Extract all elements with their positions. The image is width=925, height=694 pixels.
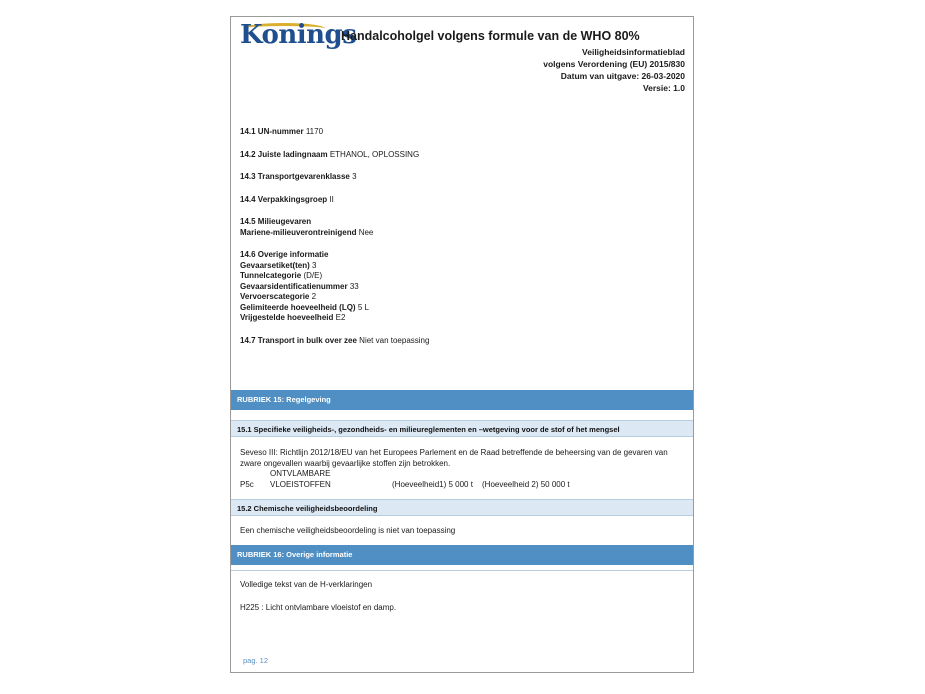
meta-issue-date: Datum van uitgave: 26-03-2020 [560, 71, 685, 81]
page-number: pag. 12 [243, 656, 269, 665]
packing-group: 14.4 Verpakkingsgroep II [240, 194, 334, 204]
company-logo: Konings [240, 20, 357, 50]
marine-pollutant: Mariene-milieuverontreinigend Nee [240, 227, 374, 237]
section-15-2-header: 15.2 Chemische veiligheidsbeoordeling [231, 499, 693, 516]
other-information: 14.6 Overige informatie Gevaarsetiket(ten) 3 Tunnelcategorie (D/E) Gevaarsidentificatienummer 33 Vervoerscategorie 2 Gelimiteerde hoeveelheid (LQ) 5 L Vrijgestelde hoeveelheid E2 [240, 250, 686, 324]
section-divider [231, 570, 693, 571]
h225-statement: H225 : Licht ontvlambare vloeistof en damp. [240, 603, 397, 612]
tunnel-category: Tunnelcategorie (D/E) [240, 271, 323, 280]
seveso-text: Seveso III: Richtlijn 2012/18/EU van het Europees Parlement en de Raad betreffende de beheersing van de gevaren van zware ongevallen waarbij gevaarlijke stoffen zijn betrokken. P5cONTVLAMBARE VLOEISTOFFEN (Hoeveelheid1) 5 000 t (Hoeveelheid 2) 50 000 t [240, 448, 686, 490]
hazard-labels: Gevaarsetiket(ten) 3 [240, 260, 317, 270]
hazard-id-number: Gevaarsidentificatienummer 33 [240, 281, 359, 291]
document-page [230, 16, 694, 673]
document-meta [543, 46, 685, 94]
excepted-quantity: Vrijgestelde hoeveelheid E2 [240, 313, 346, 322]
section-15-1-header: 15.1 Specifieke veiligheids-, gezondheids- en milieureglementen en –wetgeving voor de stof of het mengsel [231, 420, 693, 437]
section-16-header: RUBRIEK 16: Overige informatie [231, 545, 693, 565]
safety-assessment-text: Een chemische veiligheidsbeoordeling is niet van toepassing [240, 526, 456, 535]
p5c-row: P5cONTVLAMBARE VLOEISTOFFEN (Hoeveelheid1) 5 000 t (Hoeveelheid 2) 50 000 t [240, 469, 570, 489]
section-15-header: RUBRIEK 15: Regelgeving [231, 390, 693, 410]
meta-doc-type: Veiligheidsinformatieblad [582, 47, 685, 57]
bulk-transport: 14.7 Transport in bulk over zee Niet van toepassing [240, 335, 430, 345]
transport-category: Vervoerscategorie 2 [240, 292, 317, 301]
limited-quantity: Gelimiteerde hoeveelheid (LQ) 5 L [240, 302, 369, 312]
meta-regulation: volgens Verordening (EU) 2015/830 [543, 59, 685, 69]
section-14-content [240, 127, 686, 358]
document-title: Handalcoholgel volgens formule van de WHO 80% [341, 29, 640, 43]
environmental-hazards: 14.5 Milieugevaren Mariene-milieuverontreinigend Nee [240, 217, 686, 238]
h-statements-title: Volledige tekst van de H-verklaringen [240, 580, 373, 589]
transport-class: 14.3 Transportgevarenklasse 3 [240, 172, 357, 181]
meta-version: Versie: 1.0 [642, 83, 685, 93]
shipping-name: 14.2 Juiste ladingnaam ETHANOL, OPLOSSING [240, 149, 420, 159]
un-number: 14.1 UN-nummer 1170 [240, 127, 324, 136]
